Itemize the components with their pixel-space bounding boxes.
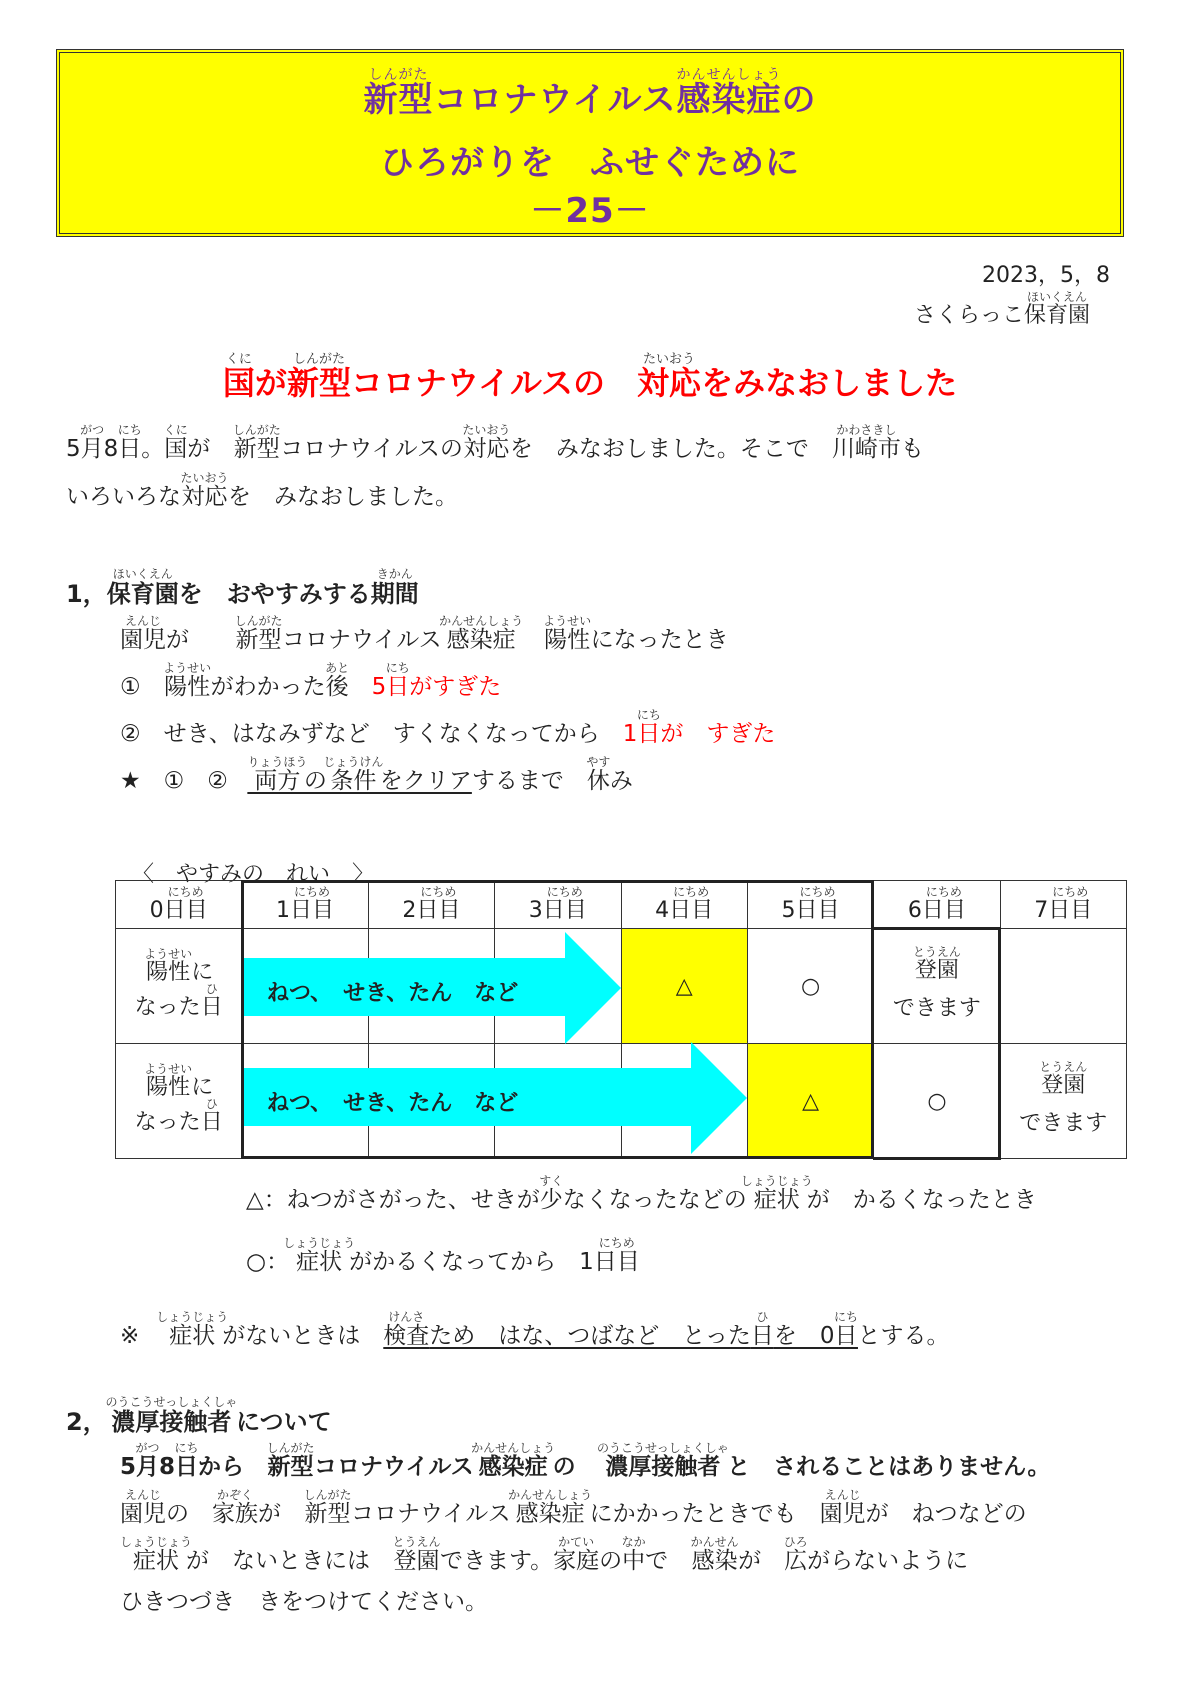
day-cell — [1000, 929, 1126, 1044]
section-2-line-1: 5月がつ8日にちから 新型しんがたコロナウイルス感染症かんせんしょうの 濃厚接触者のうこうせっしょくしゃと されることはありません。 — [120, 1441, 1051, 1480]
title-line-1: 新型しんがたコロナウイルス感染症かんせんしょうの — [363, 67, 817, 120]
attend-cell: 登園とうえん できます — [1000, 1044, 1126, 1159]
day-header-2: 2日目にちめ — [368, 881, 494, 929]
attend-cell: 登園とうえん できます — [874, 929, 1000, 1044]
triangle-cell: △ — [747, 1044, 873, 1159]
table-caption: 〈 やすみの れい 〉 — [132, 862, 375, 887]
day-header-6: 6日目にちめ — [874, 881, 1000, 929]
issue-date: 2023，5，8 — [982, 263, 1110, 288]
section-2-line-4: ひきつづき きをつけてください。 — [120, 1589, 488, 1615]
day-header-3: 3日目にちめ — [495, 881, 621, 929]
note-prefix: ※ 症状しょうじょうがないときは — [120, 1310, 384, 1349]
no-symptom-note — [120, 1310, 950, 1351]
triangle-cell: △ — [621, 929, 747, 1044]
circle-cell: ○ — [874, 1044, 1000, 1159]
circle-cell: ○ — [747, 929, 873, 1044]
item-2-red-text: 1日にちが すぎた — [622, 708, 776, 747]
note-suffix: とする。 — [857, 1323, 950, 1349]
positive-day-label: 陽性ようせいに なった日ひ — [116, 1044, 242, 1159]
section-1-title: 1，保育園ほいくえんを おやすみする期間きかん — [66, 567, 419, 608]
headline: 国くにが新型しんがたコロナウイルスの 対応たいおうをみなおしました — [222, 352, 958, 402]
legend-triangle: △：ねつがさがった、せきが少すくなくなったなどの症状しょうじょうが かるくなったとき — [246, 1174, 1037, 1213]
item-3-suffix: するまで 休やすみ — [471, 755, 633, 794]
table-header-row — [116, 881, 1127, 929]
section-1-item-1 — [120, 661, 501, 702]
item-1-text: ① 陽性ようせいがわかった後あと — [120, 661, 350, 700]
item-3-underlined: 両方りょうほうの条件じょうけんをクリア — [247, 755, 472, 794]
section-2-title: 2，濃厚接触者のうこうせっしょくしゃについて — [66, 1395, 332, 1436]
school-name: さくらっこ保育園ほいくえん — [913, 290, 1090, 328]
intro-line-2: いろいろな対応たいおうを みなおしました。 — [66, 471, 458, 510]
day-header-7: 7日目にちめ — [1000, 881, 1126, 929]
day-header-0: 0日目にちめ — [116, 881, 242, 929]
legend-circle: ○：症状しょうじょうがかるくなってから 1日目にちめ — [246, 1236, 640, 1275]
arrow-1-label: ねつ、 せき、たん など — [267, 981, 519, 1006]
arrow-2-label: ねつ、 せき、たん など — [267, 1091, 519, 1116]
day-header-1: 1日目にちめ — [242, 881, 368, 929]
section-1-item-3 — [120, 755, 633, 796]
title-line-3: －25－ — [530, 191, 650, 231]
day-header-5: 5日目にちめ — [747, 881, 873, 929]
positive-day-label: 陽性ようせいに なった日ひ — [116, 929, 242, 1044]
intro-line-1: 5月がつ8日にち。国くにが 新型しんがたコロナウイルスの対応たいおうを みなおしました。そこで 川崎市かわさきしも — [66, 423, 924, 462]
item-1-red-text: 5日にちがすぎた — [371, 661, 502, 700]
title-banner — [56, 49, 1124, 237]
day-header-4: 4日目にちめ — [621, 881, 747, 929]
section-1-item-2 — [120, 708, 775, 749]
section-1-lead: 園児えんじが 新型しんがたコロナウイルス感染症かんせんしょう 陽性ようせいになったとき — [120, 614, 729, 653]
section-2-line-3: 症状しょうじょうが ないときには 登園とうえんできます。家庭かていの中なかで 感染かんせんが 広ひろがらないように — [120, 1535, 969, 1574]
item-2-text: ② せき、はなみずなど すくなくなってから — [120, 721, 623, 747]
item-3-prefix: ★ ① ② — [120, 768, 251, 794]
section-2-line-2: 園児えんじの 家族かぞくが 新型しんがたコロナウイルス感染症かんせんしょうにかかったときでも 園児えんじが ねつなどの — [120, 1488, 1027, 1527]
title-line-2: ひろがりを ふせぐために — [380, 143, 800, 183]
rest-example-table — [115, 880, 1127, 1159]
note-underlined: 検査けんさため はな、つばなど とった日ひを 0日にち — [383, 1310, 858, 1349]
